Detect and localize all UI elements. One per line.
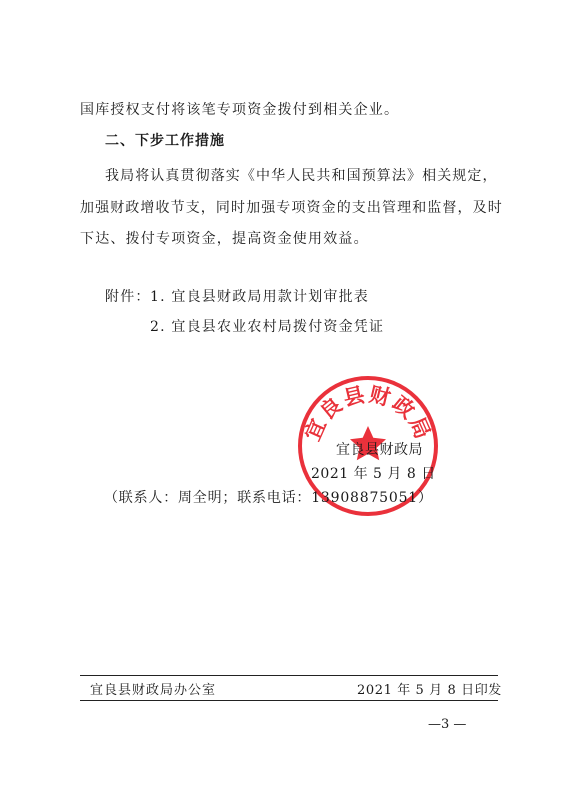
attachments-label: 附件： — [105, 289, 151, 305]
contact-info: （联系人：周全明；联系电话：13908875051） — [104, 490, 433, 506]
footer-top-divider — [80, 675, 498, 676]
attachment-item: 2. 宜良县农业农村局拨付资金凭证 — [150, 319, 385, 335]
signature-date: 2021 年 5 月 8 日 — [311, 466, 436, 482]
paragraph-line: 我局将认真贯彻落实《中华人民共和国预算法》相关规定， — [105, 168, 498, 184]
section-heading: 二、下步工作措施 — [105, 133, 225, 149]
page-number: —3 — — [428, 717, 467, 732]
footer-print-date: 2021 年 5 月 8 日印发 — [357, 683, 502, 698]
paragraph-line: 加强财政增收节支，同时加强专项资金的支出管理和监督，及时 — [80, 200, 503, 216]
attachment-item: 1. 宜良县财政局用款计划审批表 — [150, 289, 370, 305]
footer-bottom-divider — [80, 700, 498, 701]
footer-office: 宜良县财政局办公室 — [90, 683, 217, 698]
signature-org: 宜良县财政局 — [336, 442, 423, 458]
paragraph-line: 下达、拨付专项资金，提高资金使用效益。 — [80, 231, 369, 247]
paragraph-line: 国库授权支付将该笔专项资金拨付到相关企业。 — [80, 102, 400, 118]
svg-text:宜良县财政局: 宜良县财政局 — [299, 381, 437, 445]
